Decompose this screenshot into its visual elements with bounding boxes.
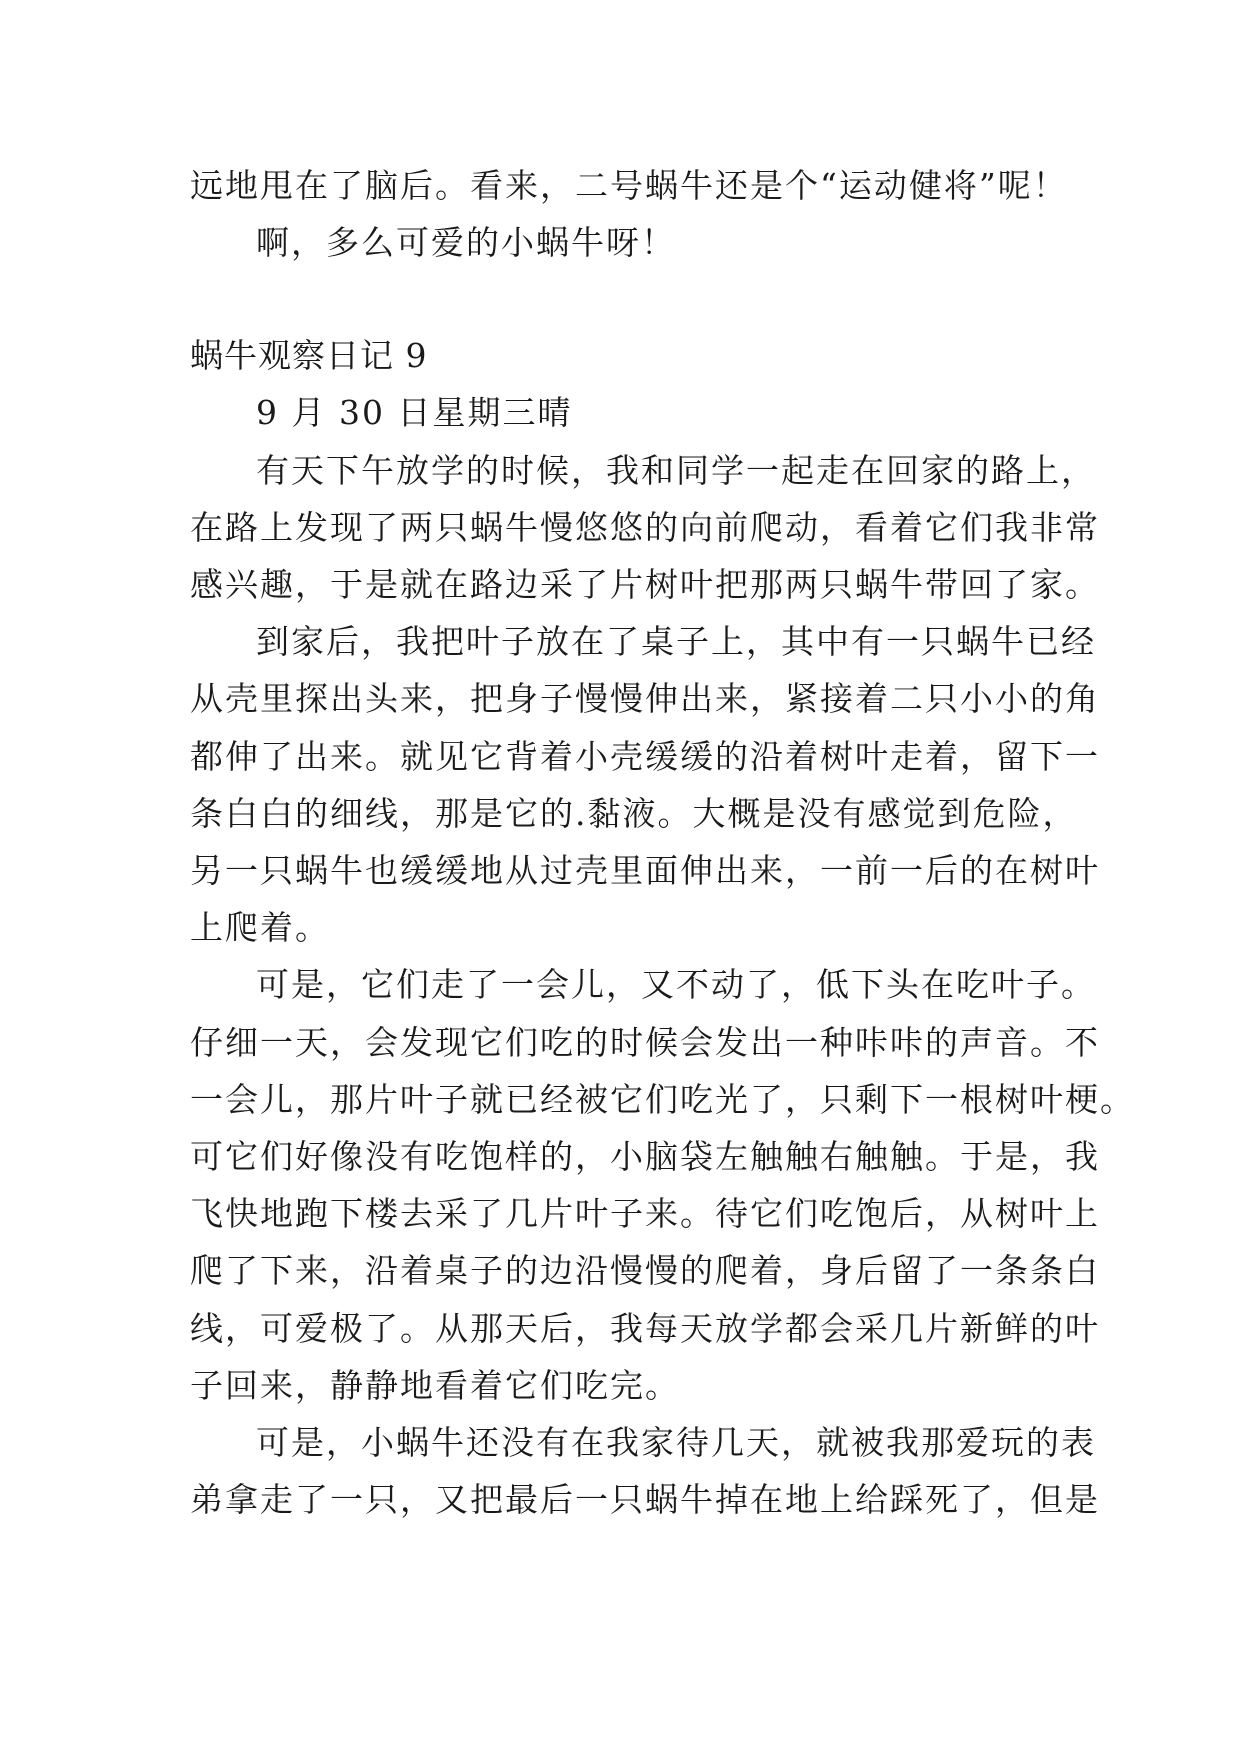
text-line: 仔细一天，会发现它们吃的时候会发出一种咔咔的声音。不	[190, 1023, 1100, 1062]
text-line: 条白白的细线，那是它的.黏液。大概是没有感觉到危险，	[190, 794, 1078, 833]
text-line: 可它们好像没有吃饱样的，小脑袋左触触右触触。于是，我	[190, 1137, 1100, 1176]
text-line: 飞快地跑下楼去采了几片叶子来。待它们吃饱后，从树叶上	[190, 1194, 1100, 1233]
text-line: 可是，小蜗牛还没有在我家待几天，就被我那爱玩的表	[256, 1423, 1096, 1462]
text-line: 子回来，静静地看着它们吃完。	[190, 1366, 680, 1405]
text-line: 一会儿，那片叶子就已经被它们吃光了，只剩下一根树叶梗。	[190, 1080, 1135, 1119]
text-line: 啊，多么可爱的小蜗牛呀！	[256, 223, 676, 262]
text-line: 线，可爱极了。从那天后，我每天放学都会采几片新鲜的叶	[190, 1309, 1100, 1348]
text-line: 有天下午放学的时候，我和同学一起走在回家的路上，	[256, 451, 1096, 490]
text-line: 可是，它们走了一会儿，又不动了，低下头在吃叶子。	[256, 965, 1096, 1004]
text-line: 都伸了出来。就见它背着小壳缓缓的沿着树叶走着，留下一	[190, 737, 1100, 776]
text-line: 从壳里探出头来，把身子慢慢伸出来，紧接着二只小小的角	[190, 679, 1100, 718]
text-line: 弟拿走了一只，又把最后一只蜗牛掉在地上给踩死了，但是	[190, 1480, 1100, 1519]
text-line: 上爬着。	[190, 908, 330, 947]
text-line: 到家后，我把叶子放在了桌子上，其中有一只蜗牛已经	[256, 622, 1096, 661]
text-line: 另一只蜗牛也缓缓地从过壳里面伸出来，一前一后的在树叶	[190, 851, 1100, 890]
text-line: 在路上发现了两只蜗牛慢悠悠的向前爬动，看着它们我非常	[190, 508, 1100, 547]
text-line: 感兴趣，于是就在路边采了片树叶把那两只蜗牛带回了家。	[190, 565, 1100, 604]
section-title: 蜗牛观察日记 9	[190, 336, 428, 375]
diary-date: 9 月 30 日星期三晴	[256, 393, 573, 432]
text-line: 爬了下来，沿着桌子的边沿慢慢的爬着，身后留了一条条白	[190, 1251, 1100, 1290]
text-line: 远地甩在了脑后。看来，二号蜗牛还是个“运动健将”呢！	[190, 166, 1068, 205]
